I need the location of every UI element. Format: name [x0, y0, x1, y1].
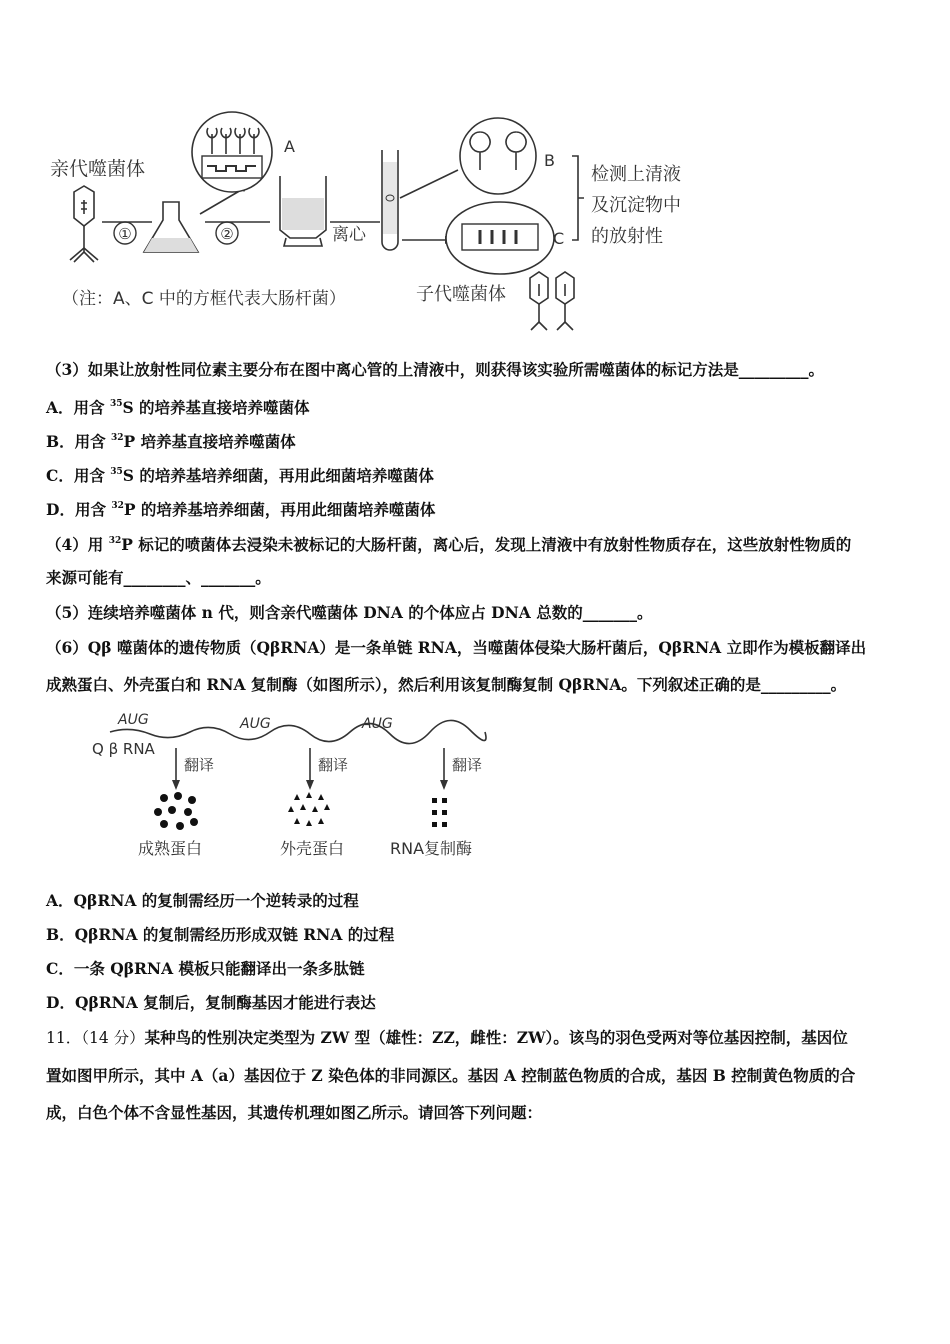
- aug-label-1: AUG: [118, 712, 149, 728]
- circle-b-supernatant-view: [460, 118, 536, 194]
- beaker-icon: [280, 176, 326, 246]
- detect-text-line2: 及沉淀物中: [591, 195, 681, 216]
- parent-phage-label: 亲代噬菌体: [50, 158, 146, 180]
- translate-label-1: 翻译: [184, 756, 215, 774]
- mature-protein-dots: [154, 792, 198, 830]
- qbeta-translation-figure: [90, 702, 530, 870]
- aug-label-2: AUG: [240, 716, 271, 732]
- q5-stem: （5）连续培养噬菌体 n 代，则含亲代噬菌体 DNA 的个体应占 DNA 总数的_______。: [46, 603, 653, 622]
- detect-text-line3: 的放射性: [591, 226, 663, 247]
- q6-stem-line2: 成熟蛋白、外壳蛋白和 RNA 复制酶（如图所示），然后利用该复制酶复制 QβRNA。下列叙述正确的是_________。: [46, 675, 847, 694]
- coat-protein-triangles: [288, 792, 330, 826]
- q4-stem-line2: 来源可能有________、_______。: [46, 568, 271, 587]
- rna-strand: [110, 720, 486, 743]
- parent-phage-icon: [70, 186, 98, 262]
- figure-note: （注：A、C 中的方框代表大肠杆菌）: [62, 289, 346, 309]
- q3-stem: （3）如果让放射性同位素主要分布在图中离心管的上清液中，则获得该实验所需噬菌体的标记方法是_________。: [46, 360, 825, 379]
- q6-option-c: C．一条 QβRNA 模板只能翻译出一条多肽链: [46, 959, 365, 978]
- q6-option-d: D．QβRNA 复制后，复制酶基因才能进行表达: [46, 993, 376, 1012]
- replicase-squares: [432, 798, 447, 827]
- product-mature-protein: 成熟蛋白: [138, 839, 203, 858]
- q4-stem-line1: （4）用 $^{32}$P 标记的喷菌体去浸染未被标记的大肠杆菌，离心后，发现上清液中有放射性物质存在，这些放射性物质的: [46, 535, 852, 554]
- flask-icon: [144, 202, 198, 252]
- phage-experiment-figure: [40, 110, 720, 335]
- detect-text-line1: 检测上清液: [591, 164, 681, 185]
- label-a: A: [284, 137, 295, 156]
- q11-stem-line3: 成，白色个体不含显性基因，其遗传机理如图乙所示。请回答下列问题：: [46, 1103, 543, 1122]
- step-2-marker: ②: [220, 225, 234, 243]
- translate-label-3: 翻译: [452, 756, 483, 774]
- q11-stem-line1: 11．（14 分）某种鸟的性别决定类型为 ZW 型（雄性：ZZ，雌性：ZW）。该鸟的羽色受两对等位基因控制，基因位: [46, 1028, 848, 1047]
- q6-option-b: B．QβRNA 的复制需经历形成双链 RNA 的过程: [46, 925, 395, 944]
- offspring-phage-icon: [530, 272, 574, 330]
- qbeta-rna-label: Q β RNA: [92, 740, 155, 758]
- q3-option-d: D．用含 $^{32}$P 的培养基培养细菌，再用此细菌培养噬菌体: [46, 500, 436, 519]
- q3-option-b: B．用含 $^{32}$P 培养基直接培养噬菌体: [46, 432, 296, 451]
- q11-number: 11．（14 分）: [46, 1029, 145, 1047]
- test-tube-icon: [382, 150, 398, 250]
- translate-label-2: 翻译: [318, 756, 349, 774]
- q6-stem-line1: （6）Qβ 噬菌体的遗传物质（QβRNA）是一条单链 RNA，当噬菌体侵染大肠杆菌后，QβRNA 立即作为模板翻译出: [46, 638, 867, 657]
- label-c: C: [553, 229, 565, 248]
- product-coat-protein: 外壳蛋白: [280, 839, 345, 858]
- q3-option-c: C．用含 $^{35}$S 的培养基培养细菌，再用此细菌培养噬菌体: [46, 466, 434, 485]
- centrifuge-label: 离心: [332, 225, 366, 245]
- q11-stem-line2: 置如图甲所示，其中 A（a）基因位于 Z 染色体的非同源区。基因 A 控制蓝色物质的合成，基因 B 控制黄色物质的合: [46, 1066, 856, 1085]
- aug-label-3: AUG: [362, 716, 393, 732]
- circle-c-sediment-view: [446, 202, 554, 274]
- q6-option-a: A．QβRNA 的复制需经历一个逆转录的过程: [46, 891, 359, 910]
- step-1-marker: ①: [118, 225, 132, 243]
- circle-a-bacteria-view: [192, 112, 272, 192]
- q3-option-a: A．用含 $^{35}$S 的培养基直接培养噬菌体: [46, 398, 310, 417]
- label-b: B: [544, 151, 555, 170]
- product-rna-replicase: RNA复制酶: [390, 839, 473, 858]
- offspring-phage-label: 子代噬菌体: [416, 284, 506, 305]
